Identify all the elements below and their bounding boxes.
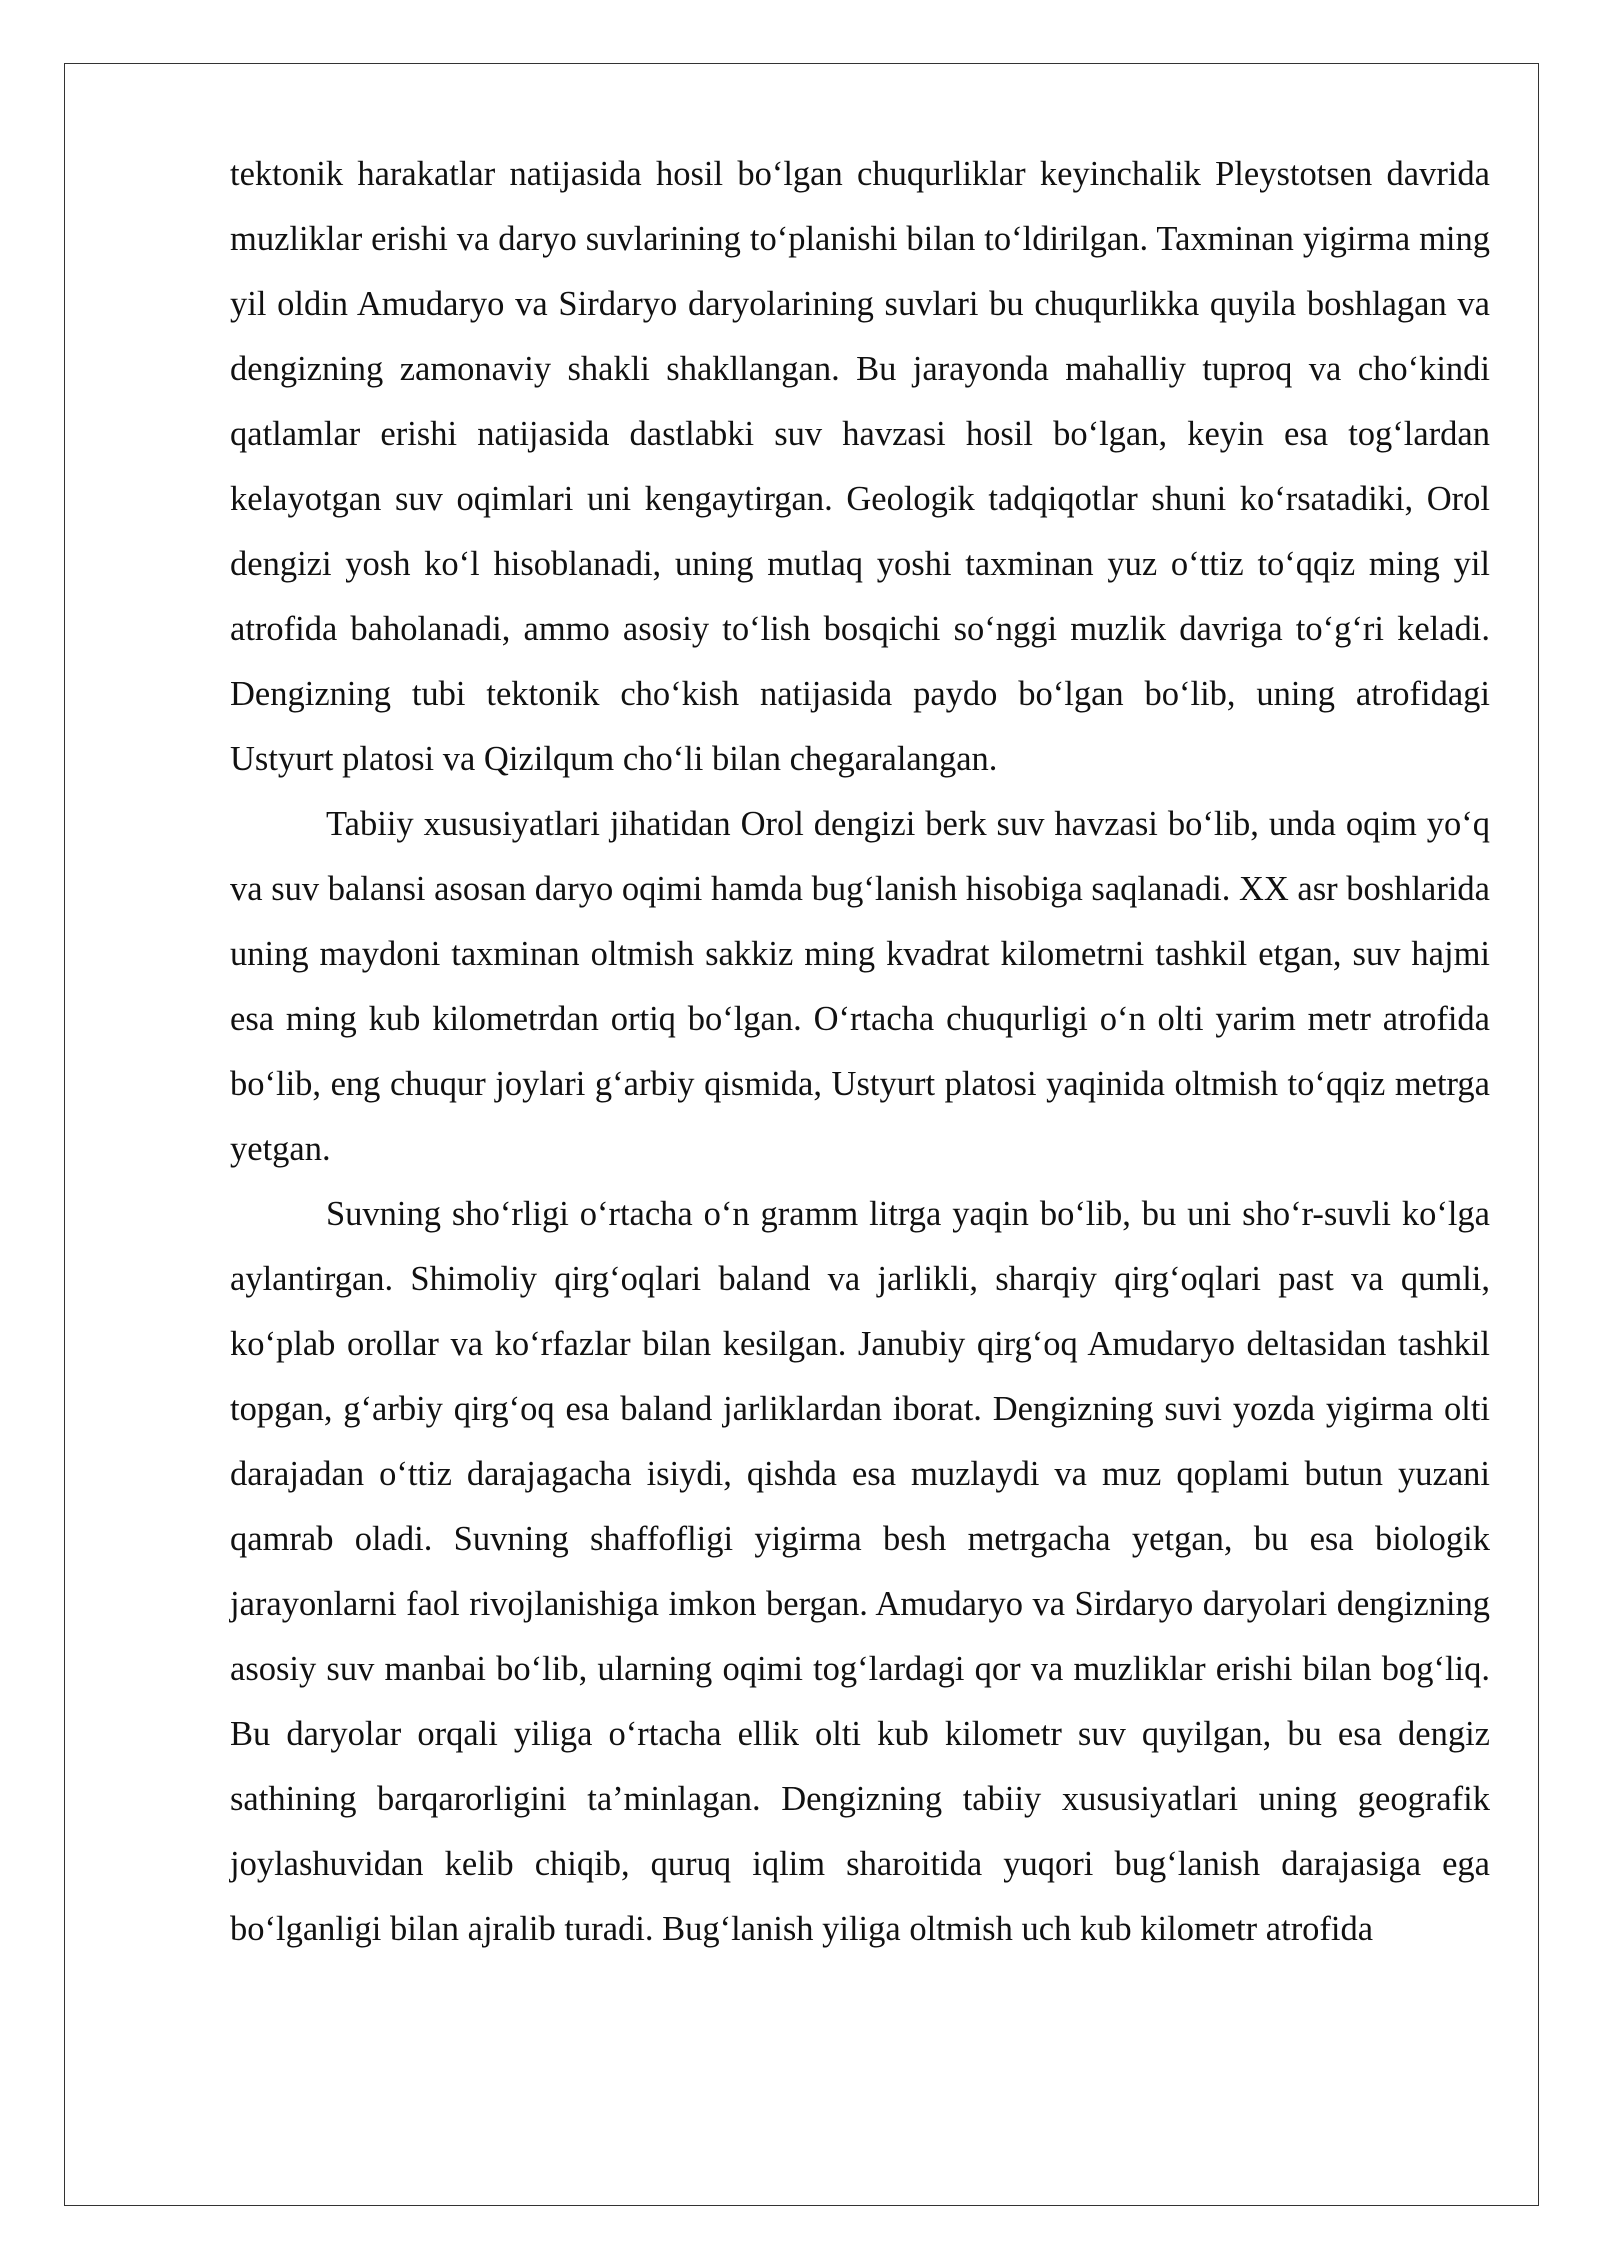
- paragraph-3: Suvning sho‘rligi o‘rtacha o‘n gramm litrga yaqin bo‘lib, bu uni sho‘r-suvli ko‘lga aylantirgan. Shimoliy qirg‘oqlari baland va jarlikli, sharqiy qirg‘oqlari past va qumli, ko‘plab orollar va ko‘rfazlar bilan kesilgan. Janubiy qirg‘oq Amudaryo deltasidan tashkil topgan, g‘arbiy qirg‘oq esa baland jarliklardan iborat. Dengizning suvi yozda yigirma olti darajadan o‘ttiz darajagacha isiydi, qishda esa muzlaydi va muz qoplami butun yuzani qamrab oladi. Suvning shaffofligi yigirma besh metrgacha yetgan, bu esa biologik jarayonlarni faol rivojlanishiga imkon bergan. Amudaryo va Sirdaryo daryolari dengizning asosiy suv manbai bo‘lib, ularning oqimi tog‘lardagi qor va muzliklar erishi bilan bog‘liq. Bu daryolar orqali yiliga o‘rtacha ellik olti kub kilometr suv quyilgan, bu esa dengiz sathining barqarorligini ta’minlagan. Dengizning tabiiy xususiyatlari uning geografik joylashuvidan kelib chiqib, quruq iqlim sharoitida yuqori bug‘lanish darajasiga ega bo‘lganligi bilan ajralib turadi. Bug‘lanish yiliga oltmish uch kub kilometr atrofida: [230, 1195, 1490, 1948]
- paragraph-1: tektonik harakatlar natijasida hosil bo‘lgan chuqurliklar keyinchalik Pleystotsen davrida muzliklar erishi va daryo suvlarining to‘planishi bilan to‘ldirilgan. Taxminan yigirma ming yil oldin Amudaryo va Sirdaryo daryolarining suvlari bu chuqurlikka quyila boshlagan va dengizning zamonaviy shakli shakllangan. Bu jarayonda mahalliy tuproq va cho‘kindi qatlamlar erishi natijasida dastlabki suv havzasi hosil bo‘lgan, keyin esa tog‘lardan kelayotgan suv oqimlari uni kengaytirgan. Geologik tadqiqotlar shuni ko‘rsatadiki, Orol dengizi yosh ko‘l hisoblanadi, uning mutlaq yoshi taxminan yuz o‘ttiz to‘qqiz ming yil atrofida baholanadi, ammo asosiy to‘lish bosqichi so‘nggi muzlik davriga to‘g‘ri keladi. Dengizning tubi tektonik cho‘kish natijasida paydo bo‘lgan bo‘lib, uning atrofidagi Ustyurt platosi va Qizilqum cho‘li bilan chegaralangan.: [230, 155, 1490, 778]
- document-body: [230, 142, 1490, 1962]
- paragraph-2: Tabiiy xususiyatlari jihatidan Orol dengizi berk suv havzasi bo‘lib, unda oqim yo‘q va suv balansi asosan daryo oqimi hamda bug‘lanish hisobiga saqlanadi. XX asr boshlarida uning maydoni taxminan oltmish sakkiz ming kvadrat kilometrni tashkil etgan, suv hajmi esa ming kub kilometrdan ortiq bo‘lgan. O‘rtacha chuqurligi o‘n olti yarim metr atrofida bo‘lib, eng chuqur joylari g‘arbiy qismida, Ustyurt platosi yaqinida oltmish to‘qqiz metrga yetgan.: [230, 805, 1490, 1168]
